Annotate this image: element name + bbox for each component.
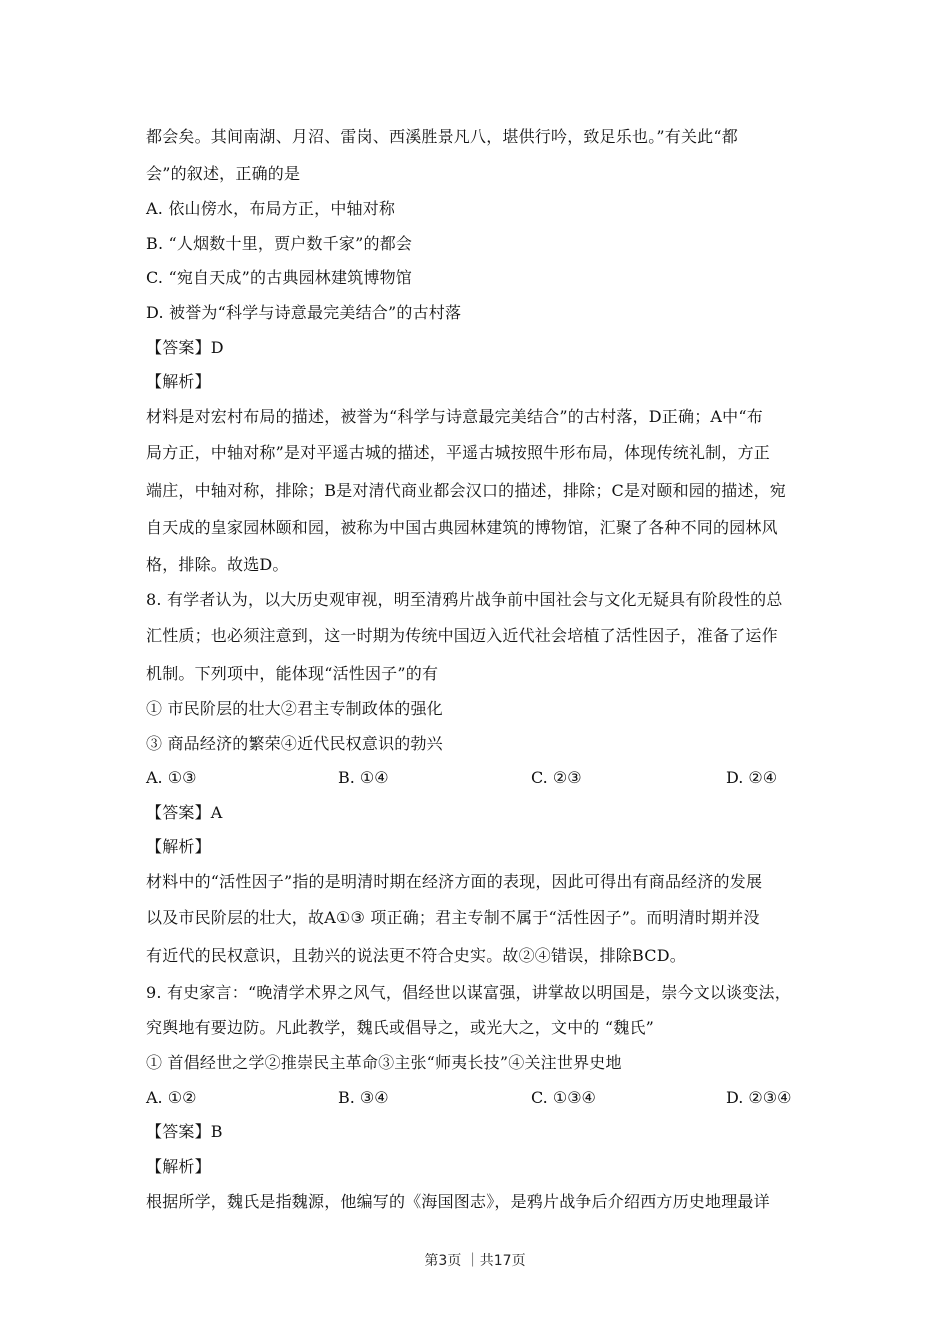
text-line: 都会矣。其间南湖、月沼、雷岗、西溪胜景凡八，堪供行吟，致足乐也。”有关此“都 — [146, 127, 738, 146]
question-8-text: 8. 有学者认为，以大历史观审视，明至清鸦片战争前中国社会与文化无疑具有阶段性的总 — [146, 590, 783, 609]
question-9-options — [146, 1088, 846, 1108]
analysis-label: 【解析】 — [146, 372, 211, 391]
option-c: C. ①③④ — [531, 1088, 596, 1107]
analysis-text: 材料中的“活性因子”指的是明清时期在经济方面的表现，因此可得出有商品经济的发展 — [146, 872, 763, 891]
analysis-text: 以及市民阶层的壮大，故A①③ 项正确；君主专制不属于“活性因子”。而明清时期并没 — [146, 908, 760, 927]
option-c: C. ②③ — [531, 768, 582, 787]
option-d-q7: D. 被誉为“科学与诗意最完美结合”的古村落 — [146, 303, 462, 322]
option-b: B. ③④ — [338, 1088, 389, 1107]
analysis-text: 有近代的民权意识，且勃兴的说法更不符合史实。故②④错误，排除BCD。 — [146, 946, 686, 965]
option-b-q7: B. “人烟数十里，贾户数千家”的都会 — [146, 234, 413, 253]
option-a: A. ①② — [146, 1088, 197, 1107]
analysis-text: 根据所学，魏氏是指魏源，他编写的《海国图志》，是鸦片战争后介绍西方历史地理最详 — [146, 1192, 770, 1211]
question-9-text: 究舆地有要边防。凡此教学，魏氏或倡导之，或光大之，文中的 “魏氏” — [146, 1018, 655, 1037]
question-9-statements: ① 首倡经世之学②推崇民主革命③主张“师夷长技”④关注世界史地 — [146, 1053, 622, 1072]
question-8-text: 机制。下列项中，能体现“活性因子”的有 — [146, 664, 439, 683]
analysis-text: 局方正，中轴对称”是对平遥古城的描述，平遥古城按照牛形布局，体现传统礼制，方正 — [146, 443, 770, 462]
answer-label: 【答案】B — [146, 1122, 223, 1141]
analysis-text: 自天成的皇家园林颐和园，被称为中国古典园林建筑的博物馆，汇聚了各种不同的园林风 — [146, 518, 778, 537]
option-a-q7: A. 依山傍水，布局方正，中轴对称 — [146, 199, 396, 218]
option-a: A. ①③ — [146, 768, 197, 787]
analysis-text: 格，排除。故选D。 — [146, 555, 289, 574]
option-b: B. ①④ — [338, 768, 389, 787]
analysis-text: 材料是对宏村布局的描述，被誉为“科学与诗意最完美结合”的古村落，D正确；A中“布 — [146, 407, 763, 426]
question-8-options — [146, 768, 846, 788]
option-c-q7: C. “宛自天成”的古典园林建筑博物馆 — [146, 268, 413, 287]
analysis-label: 【解析】 — [146, 1157, 211, 1176]
question-8-statements: ① 市民阶层的壮大②君主专制政体的强化 — [146, 699, 443, 718]
analysis-label: 【解析】 — [146, 837, 211, 856]
answer-label: 【答案】D — [146, 338, 224, 357]
page-footer: 第3页 ｜共17页 — [424, 1253, 526, 1269]
analysis-text: 端庄，中轴对称，排除；B是对清代商业都会汉口的描述，排除；C是对颐和园的描述，宛 — [146, 481, 787, 500]
question-8-statements: ③ 商品经济的繁荣④近代民权意识的勃兴 — [146, 734, 443, 753]
question-8-text: 汇性质；也必须注意到，这一时期为传统中国迈入近代社会培植了活性因子，准备了运作 — [146, 626, 778, 645]
question-9-text: 9. 有史家言：“晚清学术界之风气，倡经世以谋富强，讲掌故以明国是，崇今文以谈变法， — [146, 983, 791, 1002]
option-d: D. ②④ — [726, 768, 778, 787]
option-d: D. ②③④ — [726, 1088, 792, 1107]
answer-label: 【答案】A — [146, 803, 223, 822]
text-line: 会”的叙述，正确的是 — [146, 164, 301, 183]
